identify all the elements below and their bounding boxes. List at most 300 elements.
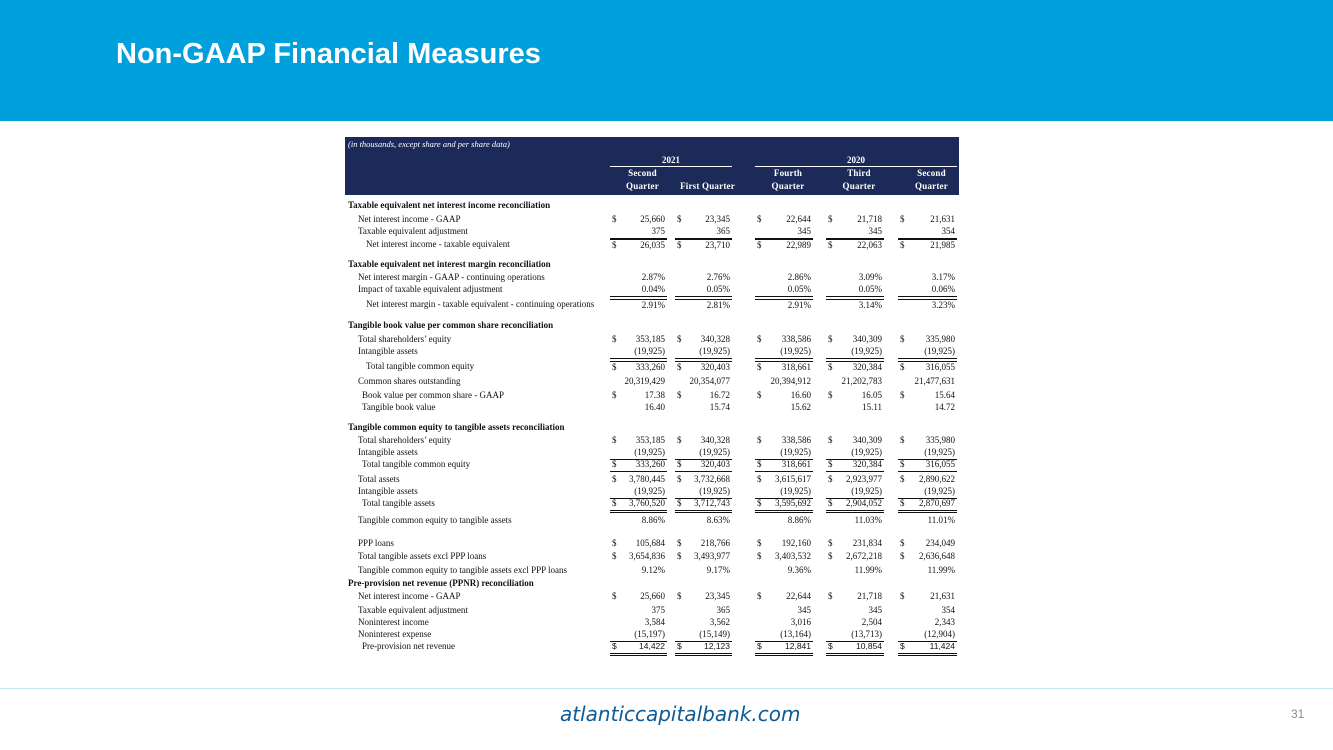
column-header-top: Fourth [773,168,803,178]
value-cell [610,538,667,550]
value-cell [755,538,813,550]
value-cell [826,641,884,656]
value-cell [898,498,957,513]
value-cell [826,346,884,359]
cell-value: 318,661 [781,362,811,372]
value-cell [826,551,884,563]
cell-value: 375 [651,226,665,236]
value-cell [898,299,957,312]
cell-value: 9.17% [706,565,730,575]
currency-sign: $ [900,641,905,651]
page-title: Non-GAAP Financial Measures [116,38,541,70]
value-cell [755,459,813,472]
value-cell [675,641,732,656]
value-cell [826,361,884,374]
currency-sign: $ [828,551,833,561]
value-cell [755,361,813,374]
value-cell [610,299,667,312]
value-cell [826,474,884,486]
value-cell [898,376,957,388]
table-row [345,498,959,510]
section-heading: Taxable equivalent net interest margin reconciliation [348,259,551,269]
cell-value: 16.60 [790,390,811,400]
footer-divider [0,688,1333,689]
cell-value: 16.40 [644,402,665,412]
value-cell [826,226,884,239]
value-cell [675,474,732,486]
value-cell [675,334,732,346]
value-cell [675,214,732,226]
currency-sign: $ [828,459,833,469]
cell-value: 26,035 [640,240,665,250]
value-cell [675,565,732,577]
cell-value: 3.23% [931,300,955,310]
currency-sign: $ [612,591,617,601]
value-cell [826,617,884,629]
table-row [345,447,959,459]
table-row [345,435,959,447]
value-cell [898,617,957,629]
column-header-bottom: Quarter [915,181,948,191]
value-cell [826,515,884,527]
cell-value: 11.01% [927,515,955,525]
cell-value: 320,403 [700,362,730,372]
table-row [345,459,959,471]
value-cell [755,591,813,603]
cell-value: (19,925) [699,346,730,356]
cell-value: 14.72 [934,402,955,412]
value-cell [610,361,667,374]
currency-sign: $ [612,362,617,372]
cell-value: (12,904) [924,629,955,639]
cell-value: 22,644 [786,591,811,601]
table-row [345,538,959,550]
cell-value: (19,925) [780,346,811,356]
currency-sign: $ [900,538,905,548]
value-cell [675,617,732,629]
value-cell [610,390,667,402]
table-row [345,565,959,577]
row-label: Noninterest expense [358,629,432,639]
currency-sign: $ [828,362,833,372]
table-row [345,376,959,388]
cell-value: 16.72 [709,390,730,400]
cell-value: 3.17% [931,272,955,282]
currency-sign: $ [828,334,833,344]
cell-value: 12,123 [704,641,730,651]
currency-sign: $ [757,591,762,601]
value-cell [755,239,813,252]
column-header-top: Second [917,168,946,178]
value-cell [898,334,957,346]
table-row [345,299,959,311]
cell-value: 21,718 [857,591,882,601]
value-cell [610,591,667,603]
cell-value: 22,989 [786,240,811,250]
currency-sign: $ [677,538,682,548]
cell-value: 316,055 [925,362,955,372]
cell-value: (19,925) [634,346,665,356]
value-cell [755,605,813,617]
column-header-bottom: Quarter [626,181,659,191]
value-cell [826,284,884,297]
currency-sign: $ [828,435,833,445]
table-row [345,226,959,238]
cell-value: 333,260 [635,362,665,372]
cell-value: 15.64 [934,390,955,400]
value-cell [898,605,957,617]
row-label: Total tangible assets excl PPP loans [358,551,487,561]
cell-value: 21,631 [930,591,955,601]
cell-value: 2,870,697 [919,498,955,508]
cell-value: 2.91% [641,300,665,310]
table-row [345,629,959,641]
cell-value: 11.03% [854,515,882,525]
value-cell [675,498,732,513]
cell-value: 345 [868,226,882,236]
table-row [345,214,959,226]
website-link[interactable]: atlanticcapitalbank.com [560,702,801,726]
cell-value: 11.99% [854,565,882,575]
cell-value: 23,710 [705,240,730,250]
cell-value: 2,904,052 [846,498,882,508]
cell-value: 11.99% [927,565,955,575]
currency-sign: $ [677,498,682,508]
table-row [345,515,959,527]
cell-value: 22,644 [786,214,811,224]
cell-value: 2,636,648 [919,551,955,561]
value-cell [826,214,884,226]
value-cell [755,565,813,577]
cell-value: (19,925) [924,346,955,356]
value-cell [826,376,884,388]
cell-value: (19,925) [634,486,665,496]
value-cell [826,605,884,617]
value-cell [898,515,957,527]
currency-sign: $ [612,214,617,224]
value-cell [826,272,884,284]
table-note: (in thousands, except share and per share data) [348,139,510,149]
cell-value: 8.86% [641,515,665,525]
value-cell [755,376,813,388]
currency-sign: $ [677,362,682,372]
cell-value: 335,980 [925,334,955,344]
cell-value: 340,328 [700,334,730,344]
row-label: Taxable equivalent adjustment [358,226,468,236]
value-cell [675,239,732,252]
cell-value: 353,185 [635,334,665,344]
cell-value: 345 [868,605,882,615]
currency-sign: $ [677,641,682,651]
cell-value: (19,925) [924,447,955,457]
cell-value: 3,584 [644,617,665,627]
cell-value: 3,016 [790,617,811,627]
cell-value: 3,732,668 [694,474,730,484]
cell-value: (15,197) [634,629,665,639]
currency-sign: $ [828,641,833,651]
value-cell [826,402,884,414]
cell-value: 320,384 [852,362,882,372]
currency-sign: $ [900,362,905,372]
cell-value: 8.63% [706,515,730,525]
value-cell [826,334,884,346]
currency-sign: $ [677,214,682,224]
currency-sign: $ [612,538,617,548]
cell-value: 20,394,912 [770,376,811,386]
row-label: Tangible common equity to tangible assets excl PPP loans [358,565,568,575]
value-cell [755,334,813,346]
value-cell [755,214,813,226]
currency-sign: $ [757,498,762,508]
value-cell [675,272,732,284]
value-cell [675,299,732,312]
value-cell [755,272,813,284]
value-cell [675,346,732,359]
cell-value: 20,354,077 [689,376,730,386]
table-header [345,137,959,195]
table-row [345,361,959,373]
currency-sign: $ [677,551,682,561]
value-cell [826,538,884,550]
currency-sign: $ [900,474,905,484]
row-label: Total tangible common equity [362,459,471,469]
currency-sign: $ [677,390,682,400]
currency-sign: $ [828,214,833,224]
cell-value: 365 [716,605,730,615]
table-row [345,272,959,284]
cell-value: (19,925) [634,447,665,457]
currency-sign: $ [677,459,682,469]
currency-sign: $ [757,214,762,224]
value-cell [610,334,667,346]
cell-value: 2.91% [787,300,811,310]
currency-sign: $ [757,362,762,372]
currency-sign: $ [612,390,617,400]
row-label: Net interest income - taxable equivalent [366,239,510,249]
value-cell [826,498,884,513]
table-row [345,346,959,358]
column-header-bottom: Quarter [842,181,876,191]
value-cell [755,402,813,414]
value-cell [675,402,732,414]
cell-value: (19,925) [780,486,811,496]
cell-value: 11,424 [929,641,955,651]
value-cell [610,272,667,284]
column-header-bottom: Quarter [771,181,805,191]
cell-value: 320,384 [852,459,882,469]
cell-value: 3,493,977 [694,551,730,561]
value-cell [898,214,957,226]
cell-value: 23,345 [705,591,730,601]
cell-value: 25,660 [640,214,665,224]
row-label: Net interest income - GAAP [358,214,461,224]
currency-sign: $ [612,474,617,484]
row-label: Intangible assets [358,447,418,457]
value-cell [826,390,884,402]
section-heading: Tangible book value per common share reconciliation [348,320,554,330]
value-cell [898,641,957,656]
value-cell [898,435,957,447]
value-cell [898,284,957,297]
value-cell [898,474,957,486]
table-row [345,551,959,563]
cell-value: 335,980 [925,435,955,445]
value-cell [675,459,732,472]
currency-sign: $ [612,498,617,508]
row-label: Intangible assets [358,346,418,356]
row-label: Book value per common share - GAAP [362,390,504,400]
currency-sign: $ [677,240,682,250]
value-cell [610,346,667,359]
cell-value: 3,615,617 [775,474,811,484]
section-heading: Taxable equivalent net interest income reconciliation [348,200,551,210]
value-cell [826,239,884,252]
value-cell [675,551,732,563]
financial-table [345,137,959,651]
section-heading: Tangible common equity to tangible assets reconciliation [348,422,565,432]
value-cell [755,474,813,486]
cell-value: 375 [651,605,665,615]
value-cell [755,390,813,402]
currency-sign: $ [900,390,905,400]
cell-value: 2,923,977 [846,474,882,484]
cell-value: 15.74 [709,402,730,412]
cell-value: 21,631 [930,214,955,224]
cell-value: 354 [941,605,955,615]
cell-value: 2.86% [787,272,811,282]
row-label: Total assets [358,474,400,484]
value-cell [610,376,667,388]
cell-value: 3,654,836 [629,551,665,561]
value-cell [610,435,667,447]
column-header-top: Second [628,168,657,178]
section-heading-row [345,320,959,332]
value-cell [610,605,667,617]
table-row [345,239,959,251]
value-cell [610,551,667,563]
cell-value: 2,672,218 [846,551,882,561]
cell-value: 0.05% [858,284,882,294]
cell-value: 21,718 [857,214,882,224]
value-cell [675,390,732,402]
cell-value: (19,925) [699,447,730,457]
row-label: PPP loans [358,538,394,548]
cell-value: 0.06% [931,284,955,294]
cell-value: 9.12% [641,565,665,575]
value-cell [610,617,667,629]
cell-value: 22,063 [857,240,882,250]
cell-value: 8.86% [787,515,811,525]
currency-sign: $ [757,334,762,344]
value-cell [755,299,813,312]
cell-value: 318,661 [781,459,811,469]
value-cell [898,402,957,414]
value-cell [755,435,813,447]
row-label: Total shareholders’ equity [358,435,452,445]
table-row [345,605,959,617]
cell-value: 365 [716,226,730,236]
cell-value: (15,149) [699,629,730,639]
cell-value: 338,586 [781,334,811,344]
cell-value: 20,319,429 [624,376,665,386]
cell-value: 0.05% [787,284,811,294]
value-cell [675,435,732,447]
currency-sign: $ [900,459,905,469]
cell-value: (19,925) [780,447,811,457]
value-cell [755,551,813,563]
cell-value: 105,684 [635,538,665,548]
currency-sign: $ [900,334,905,344]
value-cell [610,226,667,239]
currency-sign: $ [757,474,762,484]
table-row [345,591,959,603]
cell-value: 3,780,445 [629,474,665,484]
table-row [345,402,959,414]
cell-value: 333,260 [635,459,665,469]
cell-value: (13,713) [851,629,882,639]
value-cell [898,226,957,239]
cell-value: 3,760,520 [629,498,665,508]
cell-value: 354 [941,226,955,236]
cell-value: 353,185 [635,435,665,445]
section-heading-row [345,200,959,212]
currency-sign: $ [677,435,682,445]
cell-value: 2.81% [706,300,730,310]
value-cell [898,538,957,550]
table-row [345,474,959,486]
cell-value: 2,890,622 [919,474,955,484]
value-cell [675,376,732,388]
value-cell [610,239,667,252]
value-cell [610,498,667,513]
cell-value: 3,595,692 [775,498,811,508]
cell-value: 340,309 [852,435,882,445]
currency-sign: $ [677,591,682,601]
cell-value: 15.62 [790,402,811,412]
cell-value: 3.14% [858,300,882,310]
title-banner [0,0,1333,121]
value-cell [610,284,667,297]
row-label: Total shareholders’ equity [358,334,452,344]
currency-sign: $ [677,334,682,344]
cell-value: 9.36% [787,565,811,575]
value-cell [610,402,667,414]
cell-value: 3,712,743 [694,498,730,508]
value-cell [755,641,813,656]
cell-value: 25,660 [640,591,665,601]
currency-sign: $ [612,641,617,651]
row-label: Tangible common equity to tangible assets [358,515,512,525]
value-cell [898,239,957,252]
cell-value: 340,328 [700,435,730,445]
column-header-top: Third [847,168,871,178]
cell-value: 0.05% [706,284,730,294]
currency-sign: $ [900,551,905,561]
section-heading-row [345,259,959,271]
value-cell [898,361,957,374]
row-label: Impact of taxable equivalent adjustment [358,284,503,294]
cell-value: 14,422 [639,641,665,651]
value-cell [755,617,813,629]
section-heading: Pre-provision net revenue (PPNR) reconciliation [348,578,534,588]
value-cell [675,605,732,617]
cell-value: (19,925) [699,486,730,496]
currency-sign: $ [677,474,682,484]
table-row [345,617,959,629]
currency-sign: $ [757,459,762,469]
cell-value: 16.05 [861,390,882,400]
row-label: Pre-provision net revenue [362,641,455,651]
